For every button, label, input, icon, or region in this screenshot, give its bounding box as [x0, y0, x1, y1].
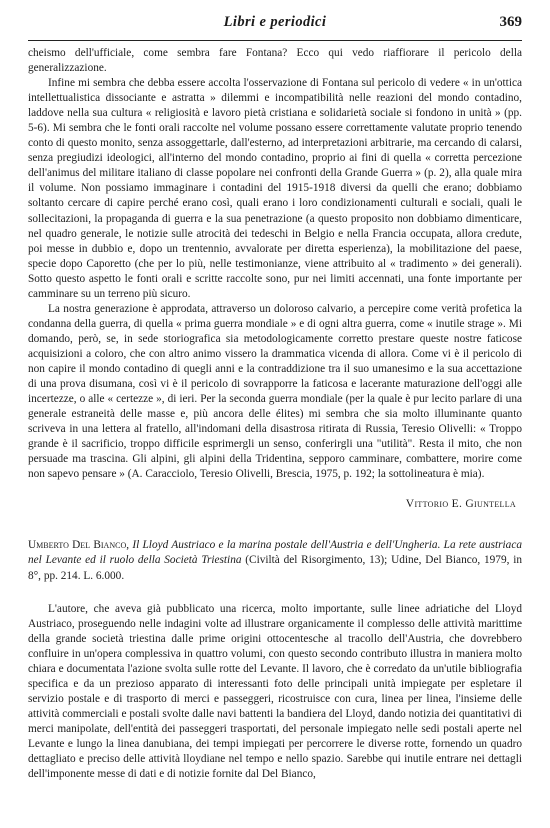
review-book-author: Umberto Del Bianco — [28, 539, 127, 552]
paragraph-fontana: Infine mi sembra che debba essere accolta l'osservazione di Fontana sul pericolo di vedere « in un'ottica intellettualistica dissociante e astratta » dilemmi e incompatibilità nelle reazioni del mondo contadino, laddove nella sua cultura « religiosità e lavoro pietà cristiana e solidarietà sociale si fondono in unità » (pp. 5-6). Mi sembra che le fonti orali raccolte nel volume possano essere correttamente valutate proprio tenendo conto di questo monito, senza assoggettarle, dall'esterno, ad interpretazioni arbitrarie, ma cercando di calarsi, senza pregiudizi ideologici, all'interno del mondo contadino, proprio ai fini di quella « corretta percezione dell'animus del militare italiano di classe popolare nei confronti della Grande Guerra » (p. 2), alla quale mira il volume. Non possiamo immaginare i contadini del 1915-1918 diversi da quelli che erano; dobbiamo soltanto cercare di capire perché erano così, quali erano i loro condizionamenti culturali e sociali, quali le sollecitazioni, la propaganda di guerra e la sua penetrazione (a questo proposito non dobbiamo dimenticare, nel quadro generale, le notizie sulle atrocità dei tedeschi in Belgio e nella Francia occupata, allora credute, poi messe in dubbio e, dopo un trentennio, avvalorate per diretta esperienza), la mobilitazione del paese, specie dopo Caporetto (che per lo più, nelle testimonianze, viene attribuito al « tradimento » dei generali). Sotto questo aspetto le fonti orali e scritte raccolte sono, pur nei limiti accennati, una fonte importante per camminare su un terreno più sicuro. — [28, 77, 522, 300]
running-head-title: Libri e periodici — [223, 14, 327, 30]
page-number: 369 — [499, 14, 522, 30]
review-body — [28, 602, 522, 783]
paragraph-generation: La nostra generazione è approdata, attraverso un doloroso calvario, a percepire come verità profetica la condanna della guerra, di quella « prima guerra mondiale » e di ogni altra guerra, come « inutile strage ». Mi domando, però, se, in sede storiografica sia metodologicamente corretto prestare queste nostre faticose acquisizioni a coloro, che con altro animo vissero la drammatica vicenda di allora. Come vi è il pericolo di non capire il mondo contadino di quegli anni e la contraddizione tra il suo umanesimo e la sua accettazione di una prova disumana, così vi è il pericolo di sovrapporre la faticosa e lacerante maturazione dell'oggi alle incertezze, o alle « certezze », di ieri. Per la seconda guerra mondiale (per la quale è pur lecito parlare di una generale estraneità delle masse e, più ancora delle élites) mi sembra che sia molto illuminante quanto scriveva in una lettera al fratello, all'indomani della disastrosa ritirata di Russia, Teresio Olivelli: « Troppo grande è il sacrificio, troppo difficile esprimergli un senso, conferirgli una "utilità". Resta il mito, che non persuade ma trascina. Gli alpini, gli alpini della Tridentina, sepporo camminare, combattere, morire come non sapevo pensare » (A. Caracciolo, Teresio Olivelli, Brescia, 1975, p. 192; la sottolineatura è mia). — [28, 302, 522, 481]
page-body — [28, 46, 522, 782]
running-head — [28, 14, 522, 36]
review-heading: Umberto Del Bianco, Il Lloyd Austriaco e la marina postale dell'Austria e dell'Ungheria. La rete austriaca nel Levante ed il ruolo della Società Triestina (Civiltà del Risorgimento, 13); Udine, Del Bianco, 1979, in 8°, pp. 214. L. 6.000. — [28, 539, 522, 582]
paragraph-continuation: cheismo dell'ufficiale, come sembra fare Fontana? Ecco qui vedo riaffiorare il pericolo della generalizzazione. — [28, 47, 522, 75]
review-signature: Vittorio E. Giuntella — [405, 497, 516, 511]
review-book-details: (Civiltà del Risorgimento, 13); Udine, Del Bianco, 1979, in 8°, pp. 214. L. 6.000. — [28, 554, 522, 582]
review-book-title: Il Lloyd Austriaco e la marina postale dell'Austria e dell'Ungheria. La rete austriaca nel Levante ed il ruolo della Società Triestina — [28, 539, 522, 567]
review-paragraph: L'autore, che aveva già pubblicato una ricerca, molto importante, sulle linee adriatiche del Lloyd Austriaco, proseguendo nelle indagini volte ad illustrare organicamente il complesso delle attività marittime della grande società triestina dalle prime origini ottocentesche al tracollo dell'Austria, che dovrebbero confluire in un'opera complessiva in quattro volumi, con questo secondo contributo illustra in maniera molto chiara e documentata l'azione svolta sulle rotte del Levante. Il lavoro, che è corredato da un'utile bibliografia specifica e da un prezioso apparato di interessanti foto delle principali unità impiegate per espletare il servizio postale e di trasporto di merci e passeggeri, ricostruisce con cura, linea per linea, l'insieme delle attività commerciali e postali svolte dalle navi battenti la bandiera del Lloyd, dando notizia dei quantitativi di merci manipolate, dell'entità dei passeggeri trasportati, del personale impiegato nelle sedi postali aperte nel Levante e lungo la linea danubiana, dei tempi impiegati per percorrere le diverse rotte, fornendo un quadro dettagliato e preciso delle attività lloydiane nel tempo e nello spazio. Sarebbe qui inutile entrare nei dettagli dell'imponente messe di dati e di notizie fornite dal Del Bianco, — [28, 602, 522, 781]
header-rule — [28, 40, 522, 41]
